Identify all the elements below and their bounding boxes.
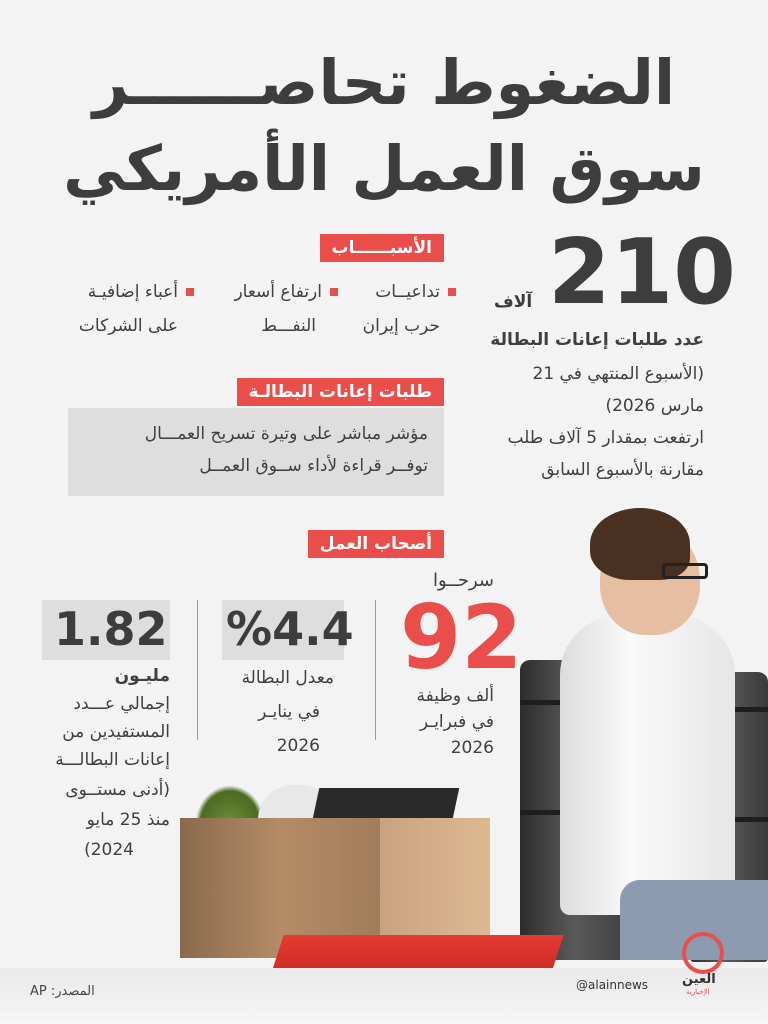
stat-layoffs-line-3: 2026 bbox=[450, 738, 494, 758]
claims-box-line-2: توفــر قراءة لأداء ســوق العمــل bbox=[199, 456, 428, 476]
claims-box-line-1: مؤشر مباشر على وتيرة تسريح العمـــال bbox=[144, 424, 428, 444]
source-label: المصدر: AP bbox=[30, 984, 95, 999]
bullet-icon bbox=[448, 288, 456, 296]
stat-unemployment-line-1: معدل البطالة bbox=[241, 668, 334, 688]
page-title-line1: الضغوط تحاصــــــر bbox=[92, 46, 676, 119]
logo-circle-icon bbox=[682, 932, 724, 974]
stat-layoffs-line-1: ألف وظيفة bbox=[416, 686, 494, 706]
claims-label: عدد طلبات إعانات البطالة bbox=[490, 330, 704, 350]
floor bbox=[0, 968, 768, 1024]
claims-box bbox=[68, 408, 444, 496]
claims-line-4: مقارنة بالأسبوع السابق bbox=[541, 460, 704, 480]
stat-beneficiaries-line-4: إعانات البطالـــة bbox=[55, 750, 170, 770]
stat-beneficiaries-line-6: منذ 25 مايو bbox=[86, 810, 170, 830]
stat-unemployment-line-3: 2026 bbox=[276, 736, 320, 756]
alain-logo bbox=[676, 932, 736, 996]
bullet-icon bbox=[330, 288, 338, 296]
stat-layoffs-top: سرحــوا bbox=[433, 570, 494, 591]
reason-item-3: أعباء إضافيـة bbox=[88, 282, 194, 302]
reasons-tag: الأسبــــــاب bbox=[320, 234, 444, 262]
claims-line-1: (الأسبوع المنتهي في 21 bbox=[532, 364, 704, 384]
claims-unit: آلاف bbox=[494, 292, 533, 312]
stat-unemployment-line-2: في ينايـر bbox=[258, 702, 320, 722]
stat-layoffs-value: 92 bbox=[400, 586, 523, 689]
bullet-icon bbox=[186, 288, 194, 296]
claims-line-2: مارس 2026) bbox=[605, 396, 704, 416]
stat-beneficiaries-line-3: المستفيدين من bbox=[62, 722, 170, 742]
claims-box-tag: طلبات إعانات البطالـة bbox=[237, 378, 444, 406]
stat-layoffs-line-2: في فبرايـر bbox=[419, 712, 494, 732]
claims-line-3: ارتفعت بمقدار 5 آلاف طلب bbox=[507, 428, 704, 448]
stat-beneficiaries-value: 1.82 bbox=[54, 602, 168, 656]
claims-number: 210 bbox=[548, 220, 736, 325]
logo-subtext: الإخبارية bbox=[686, 988, 710, 996]
divider bbox=[197, 600, 198, 740]
stat-beneficiaries-line-2: إجمالي عـــدد bbox=[73, 694, 170, 714]
social-handle: @alainnews bbox=[576, 978, 649, 992]
reason-item-1: تداعيــات bbox=[375, 282, 456, 302]
stat-beneficiaries-line-5: (أدنى مستــوى bbox=[65, 780, 170, 800]
reason-item-2-line2: النفـــط bbox=[261, 316, 316, 336]
reason-item-1-line2: حرب إيران bbox=[362, 316, 440, 336]
stat-unemployment-value: %4.4 bbox=[226, 602, 354, 656]
divider bbox=[375, 600, 376, 740]
page-title-line2: سوق العمل الأمريكي bbox=[63, 132, 705, 205]
reason-item-2: ارتفاع أسعار bbox=[234, 282, 338, 302]
reason-item-3-line2: على الشركات bbox=[78, 316, 178, 336]
stat-beneficiaries-line-7: 2024) bbox=[84, 840, 134, 860]
stat-beneficiaries-line-1: مليـون bbox=[114, 666, 170, 686]
glasses-icon bbox=[662, 563, 708, 579]
logo-text: العين bbox=[682, 972, 716, 987]
man-shirt bbox=[560, 615, 735, 915]
employers-tag: أصحاب العمل bbox=[308, 530, 444, 558]
